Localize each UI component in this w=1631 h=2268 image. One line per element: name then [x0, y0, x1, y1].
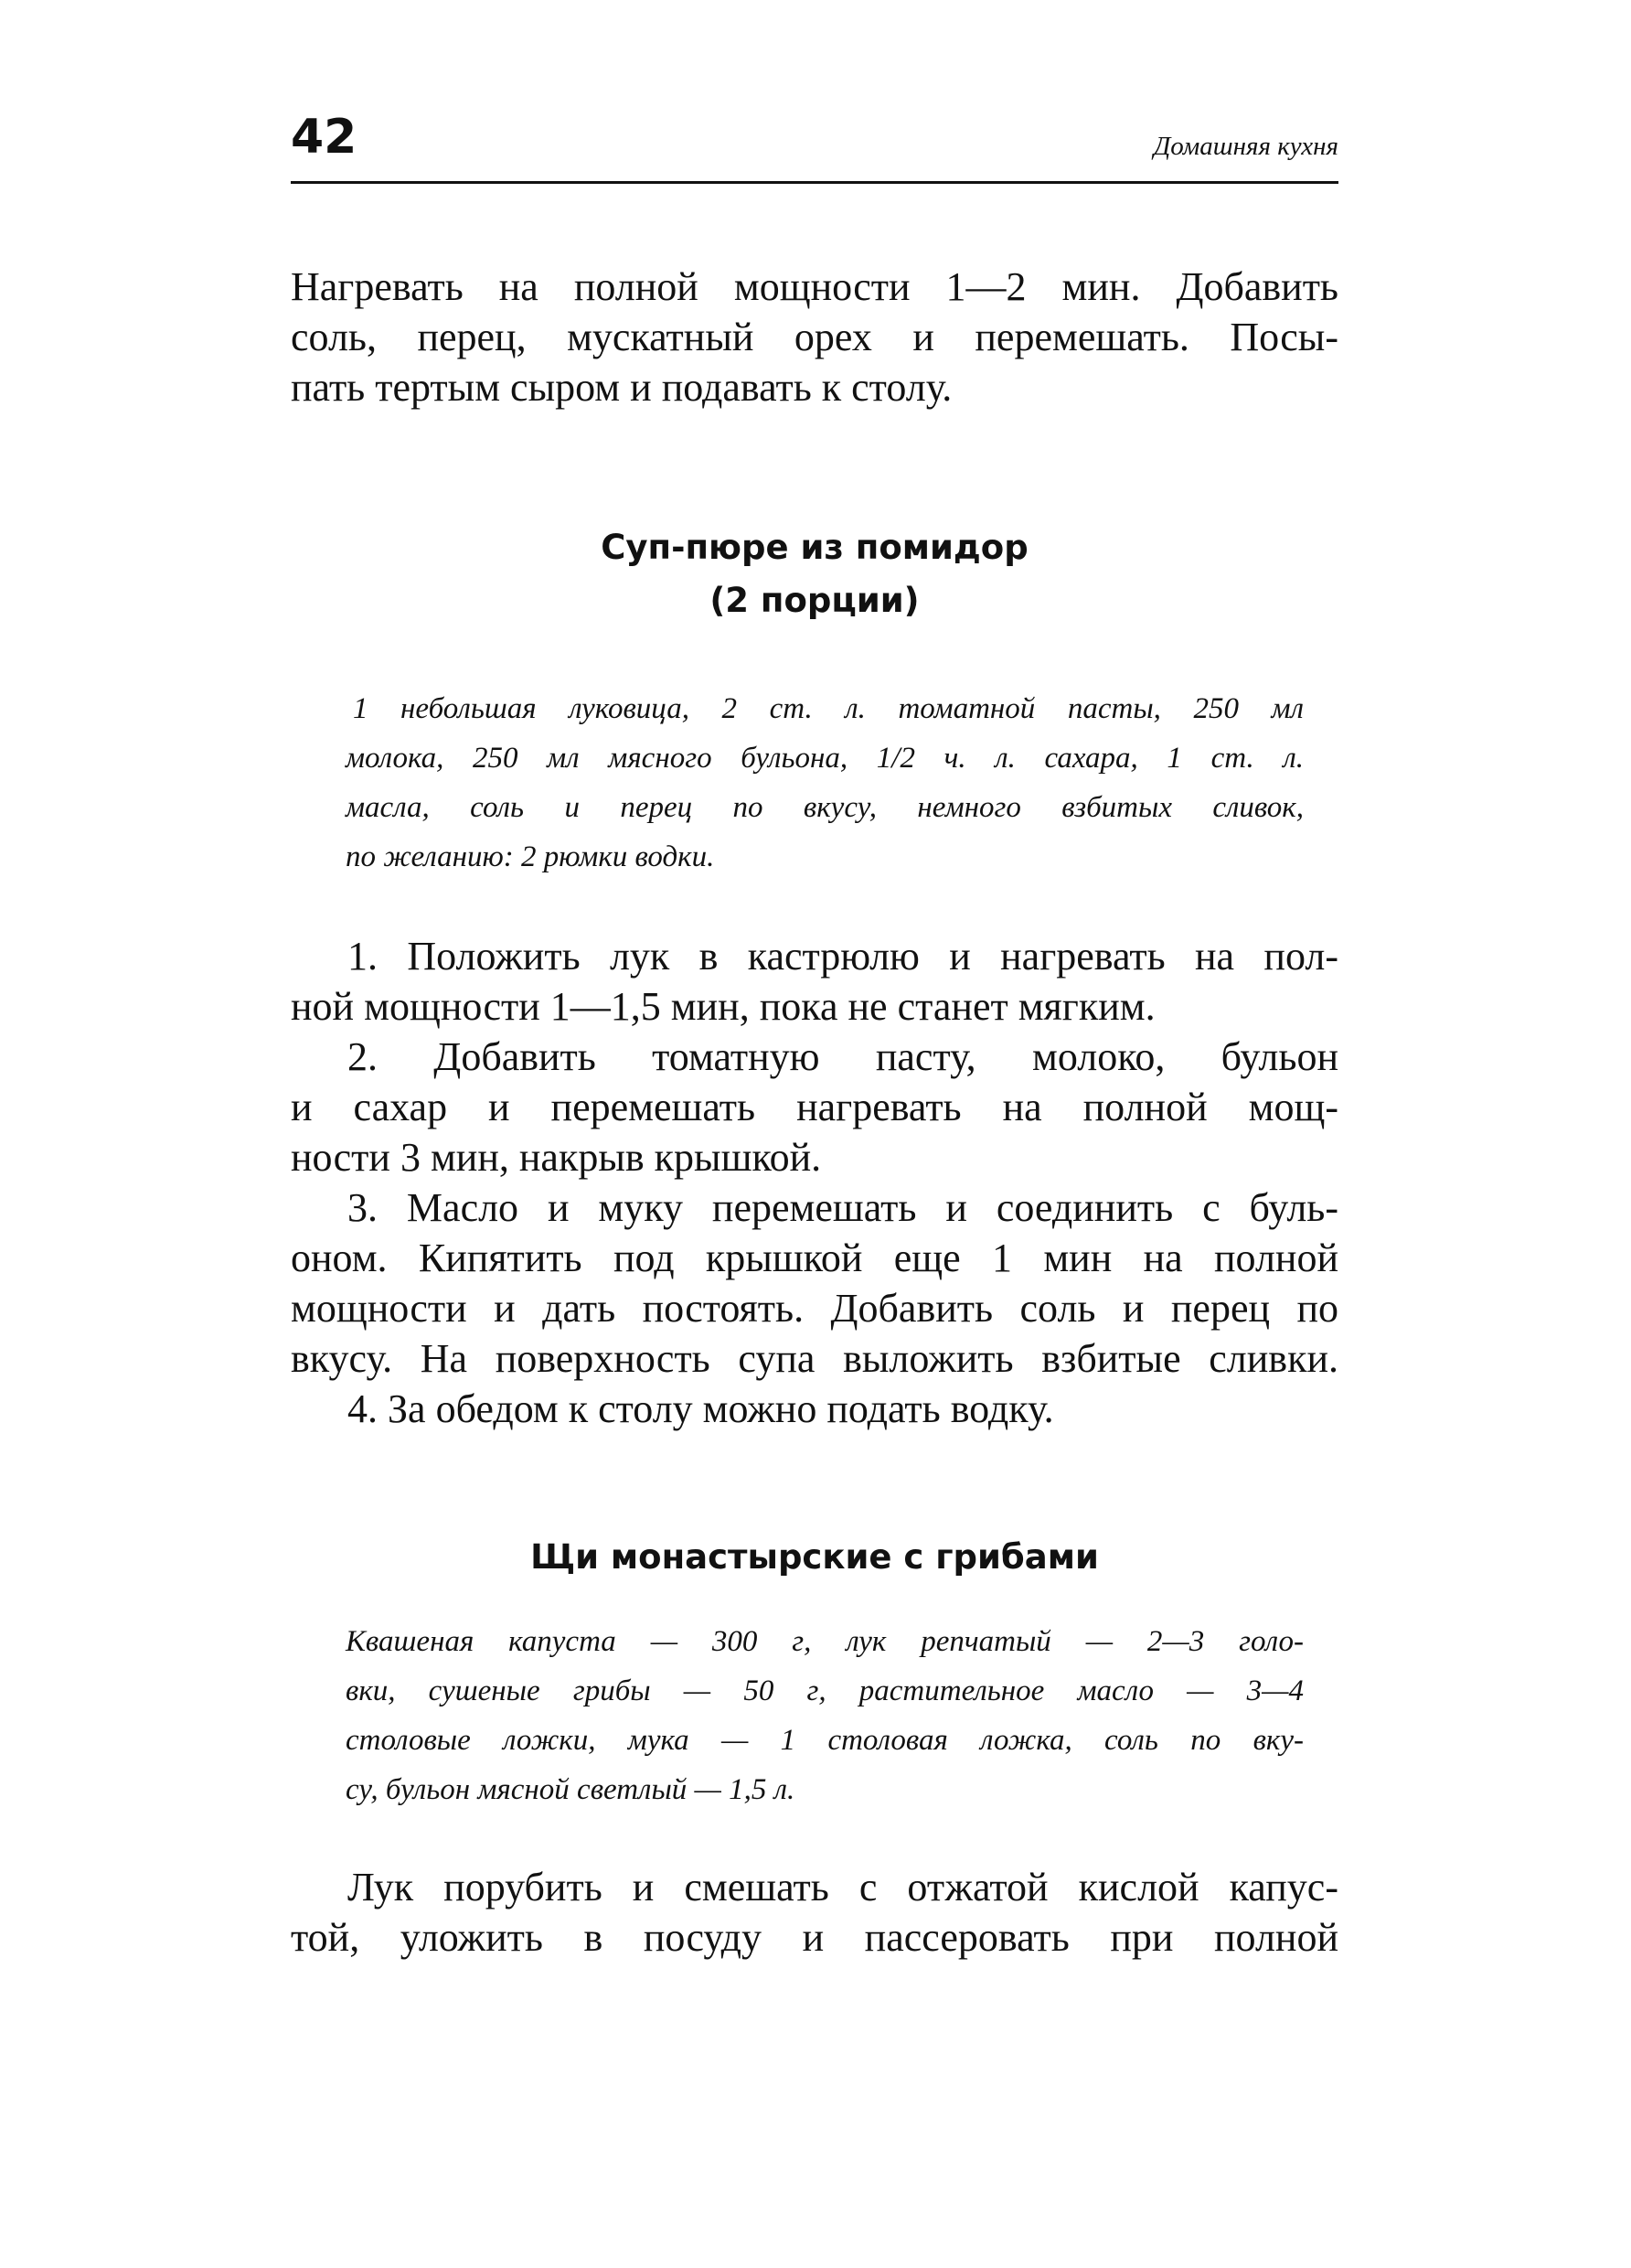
ingredients-line: вки, сушеные грибы — 50 г, растительное масло — 3—4 [346, 1674, 1304, 1707]
text-line: пать тертым сыром и подавать к столу. [291, 365, 953, 410]
recipe-title-line: Щи монастырские с грибами [530, 1537, 1099, 1577]
step-line: ной мощности 1—1,5 мин, пока не станет мягким. [291, 984, 1156, 1029]
step-line: 4. За обедом к столу можно подать водку. [347, 1386, 1054, 1431]
step-line: и сахар и перемешать нагревать на полной мощ- [291, 1085, 1338, 1129]
step-line: 3. Масло и муку перемешать и соединить с буль- [347, 1185, 1338, 1230]
step-line: ности 3 мин, накрыв крышкой. [291, 1135, 822, 1180]
method-line: Лук порубить и смешать с отжатой кислой капус- [347, 1865, 1338, 1910]
method-line: той, уложить в посуду и пассеровать при полной [291, 1915, 1338, 1960]
recipe-method [291, 1862, 1338, 1963]
step-line: оном. Кипятить под крышкой еще 1 мин на полной [291, 1236, 1338, 1280]
step-line: 2. Добавить томатную пасту, молоко, бульон [347, 1034, 1338, 1079]
step-line: вкусу. На поверхность супа выложить взбитые сливки. [291, 1336, 1338, 1381]
recipe-title [291, 521, 1338, 627]
ingredients-line: масла, соль и перец по вкусу, немного взбитых сливок, [346, 791, 1304, 824]
ingredients-line: 1 небольшая луковица, 2 ст. л. томатной пасты, 250 мл [353, 692, 1304, 725]
ingredients-line: Квашеная капуста — 300 г, лук репчатый — 2—3 голо- [346, 1625, 1304, 1658]
intro-paragraph [291, 262, 1338, 412]
recipe-title [291, 1531, 1338, 1584]
ingredients-list [346, 684, 1304, 882]
page-header [291, 110, 1338, 184]
recipe-title-line: Суп-пюре из помидор [601, 528, 1029, 567]
ingredients-line: столовые ложки, мука — 1 столовая ложка, соль по вку- [346, 1724, 1304, 1757]
ingredients-line: молока, 250 мл мясного бульона, 1/2 ч. л. сахара, 1 ст. л. [346, 742, 1304, 775]
ingredients-list [346, 1617, 1304, 1814]
step-line: мощности и дать постоять. Добавить соль и перец по [291, 1286, 1338, 1331]
text-line: Нагревать на полной мощности 1—2 мин. Добавить [291, 264, 1338, 309]
recipe-steps [291, 931, 1338, 1434]
text-line: соль, перец, мускатный орех и перемешать. Посы- [291, 315, 1338, 359]
recipe-servings: (2 порции) [709, 581, 920, 620]
running-title: Домашняя кухня [1153, 132, 1338, 161]
page-number: 42 [291, 110, 357, 165]
ingredients-line: по желанию: 2 рюмки водки. [346, 840, 715, 873]
ingredients-line: су, бульон мясной светлый — 1,5 л. [346, 1773, 795, 1806]
step-line: 1. Положить лук в кастрюлю и нагревать на пол- [347, 934, 1338, 979]
